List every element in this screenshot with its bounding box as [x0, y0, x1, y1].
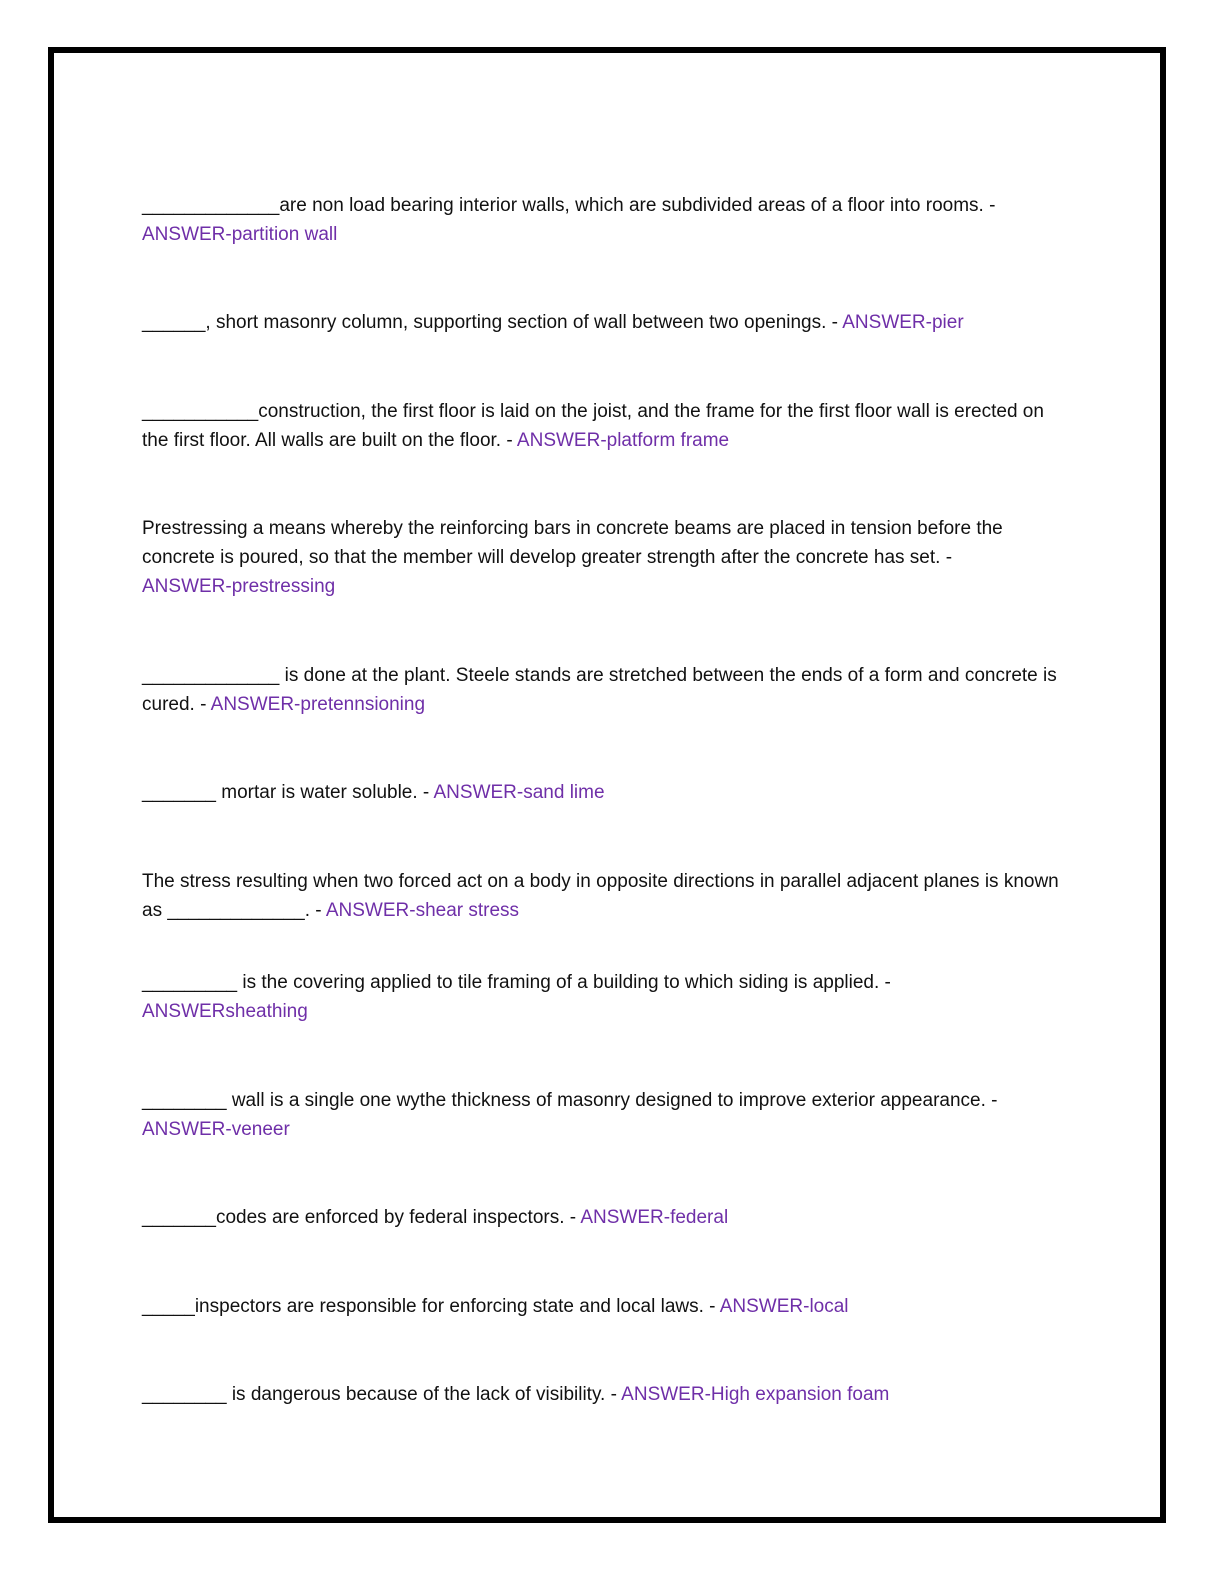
answer-text: ANSWERsheathing — [142, 1001, 308, 1022]
qa-item-10 — [142, 1203, 1062, 1232]
answer-text: ANSWER-pretennsioning — [210, 694, 426, 715]
question-text: _______ mortar is water soluble. - — [142, 782, 430, 803]
qa-item-7 — [142, 867, 1062, 925]
question-text: ______, short masonry column, supporting section of wall between two openings. - — [142, 312, 839, 333]
question-text: _____inspectors are responsible for enforcing state and local laws. - — [142, 1296, 716, 1317]
question-text: The stress resulting when two forced act on a body in opposite directions in parallel adjacent planes is known as _____________. - — [142, 871, 1059, 921]
qa-item-11 — [142, 1292, 1062, 1321]
answer-text: ANSWER-shear stress — [325, 900, 520, 921]
answer-text: ANSWER-High expansion foam — [621, 1384, 890, 1405]
answer-text: ANSWER-pier — [842, 312, 964, 333]
qa-item-8 — [142, 968, 1062, 1026]
qa-item-12 — [142, 1380, 1062, 1409]
qa-item-2 — [142, 308, 1062, 337]
qa-item-6 — [142, 778, 1062, 807]
question-text: ___________construction, the first floor is laid on the joist, and the frame for the first floor wall is erected on the first floor. All walls are built on the floor. - — [142, 401, 1044, 451]
question-text: _____________are non load bearing interior walls, which are subdivided areas of a floor into rooms. - — [142, 195, 996, 216]
question-text: _____________ is done at the plant. Steele stands are stretched between the ends of a form and concrete is cured. - — [142, 665, 1057, 715]
question-text: ________ is dangerous because of the lack of visibility. - — [142, 1384, 617, 1405]
answer-text: ANSWER-sand lime — [433, 782, 605, 803]
qa-item-5 — [142, 661, 1062, 719]
question-text: _______codes are enforced by federal inspectors. - — [142, 1207, 577, 1228]
answer-text: ANSWER-veneer — [142, 1119, 290, 1140]
answer-text: ANSWER-partition wall — [142, 224, 338, 245]
question-text: _________ is the covering applied to tile framing of a building to which siding is applied. - — [142, 972, 891, 993]
question-text: ________ wall is a single one wythe thickness of masonry designed to improve exterior appearance. - — [142, 1090, 998, 1111]
answer-text: ANSWER-federal — [580, 1207, 729, 1228]
answer-text: ANSWER-platform frame — [516, 430, 730, 451]
qa-item-9 — [142, 1086, 1062, 1144]
qa-item-3 — [142, 397, 1062, 455]
answer-text: ANSWER-prestressing — [142, 576, 336, 597]
qa-item-1 — [142, 191, 1062, 249]
qa-item-4 — [142, 514, 1062, 601]
answer-text: ANSWER-local — [719, 1296, 849, 1317]
question-text: Prestressing a means whereby the reinforcing bars in concrete beams are placed in tension before the concrete is poured, so that the member will develop greater strength after the concrete has set. - — [142, 518, 1003, 568]
